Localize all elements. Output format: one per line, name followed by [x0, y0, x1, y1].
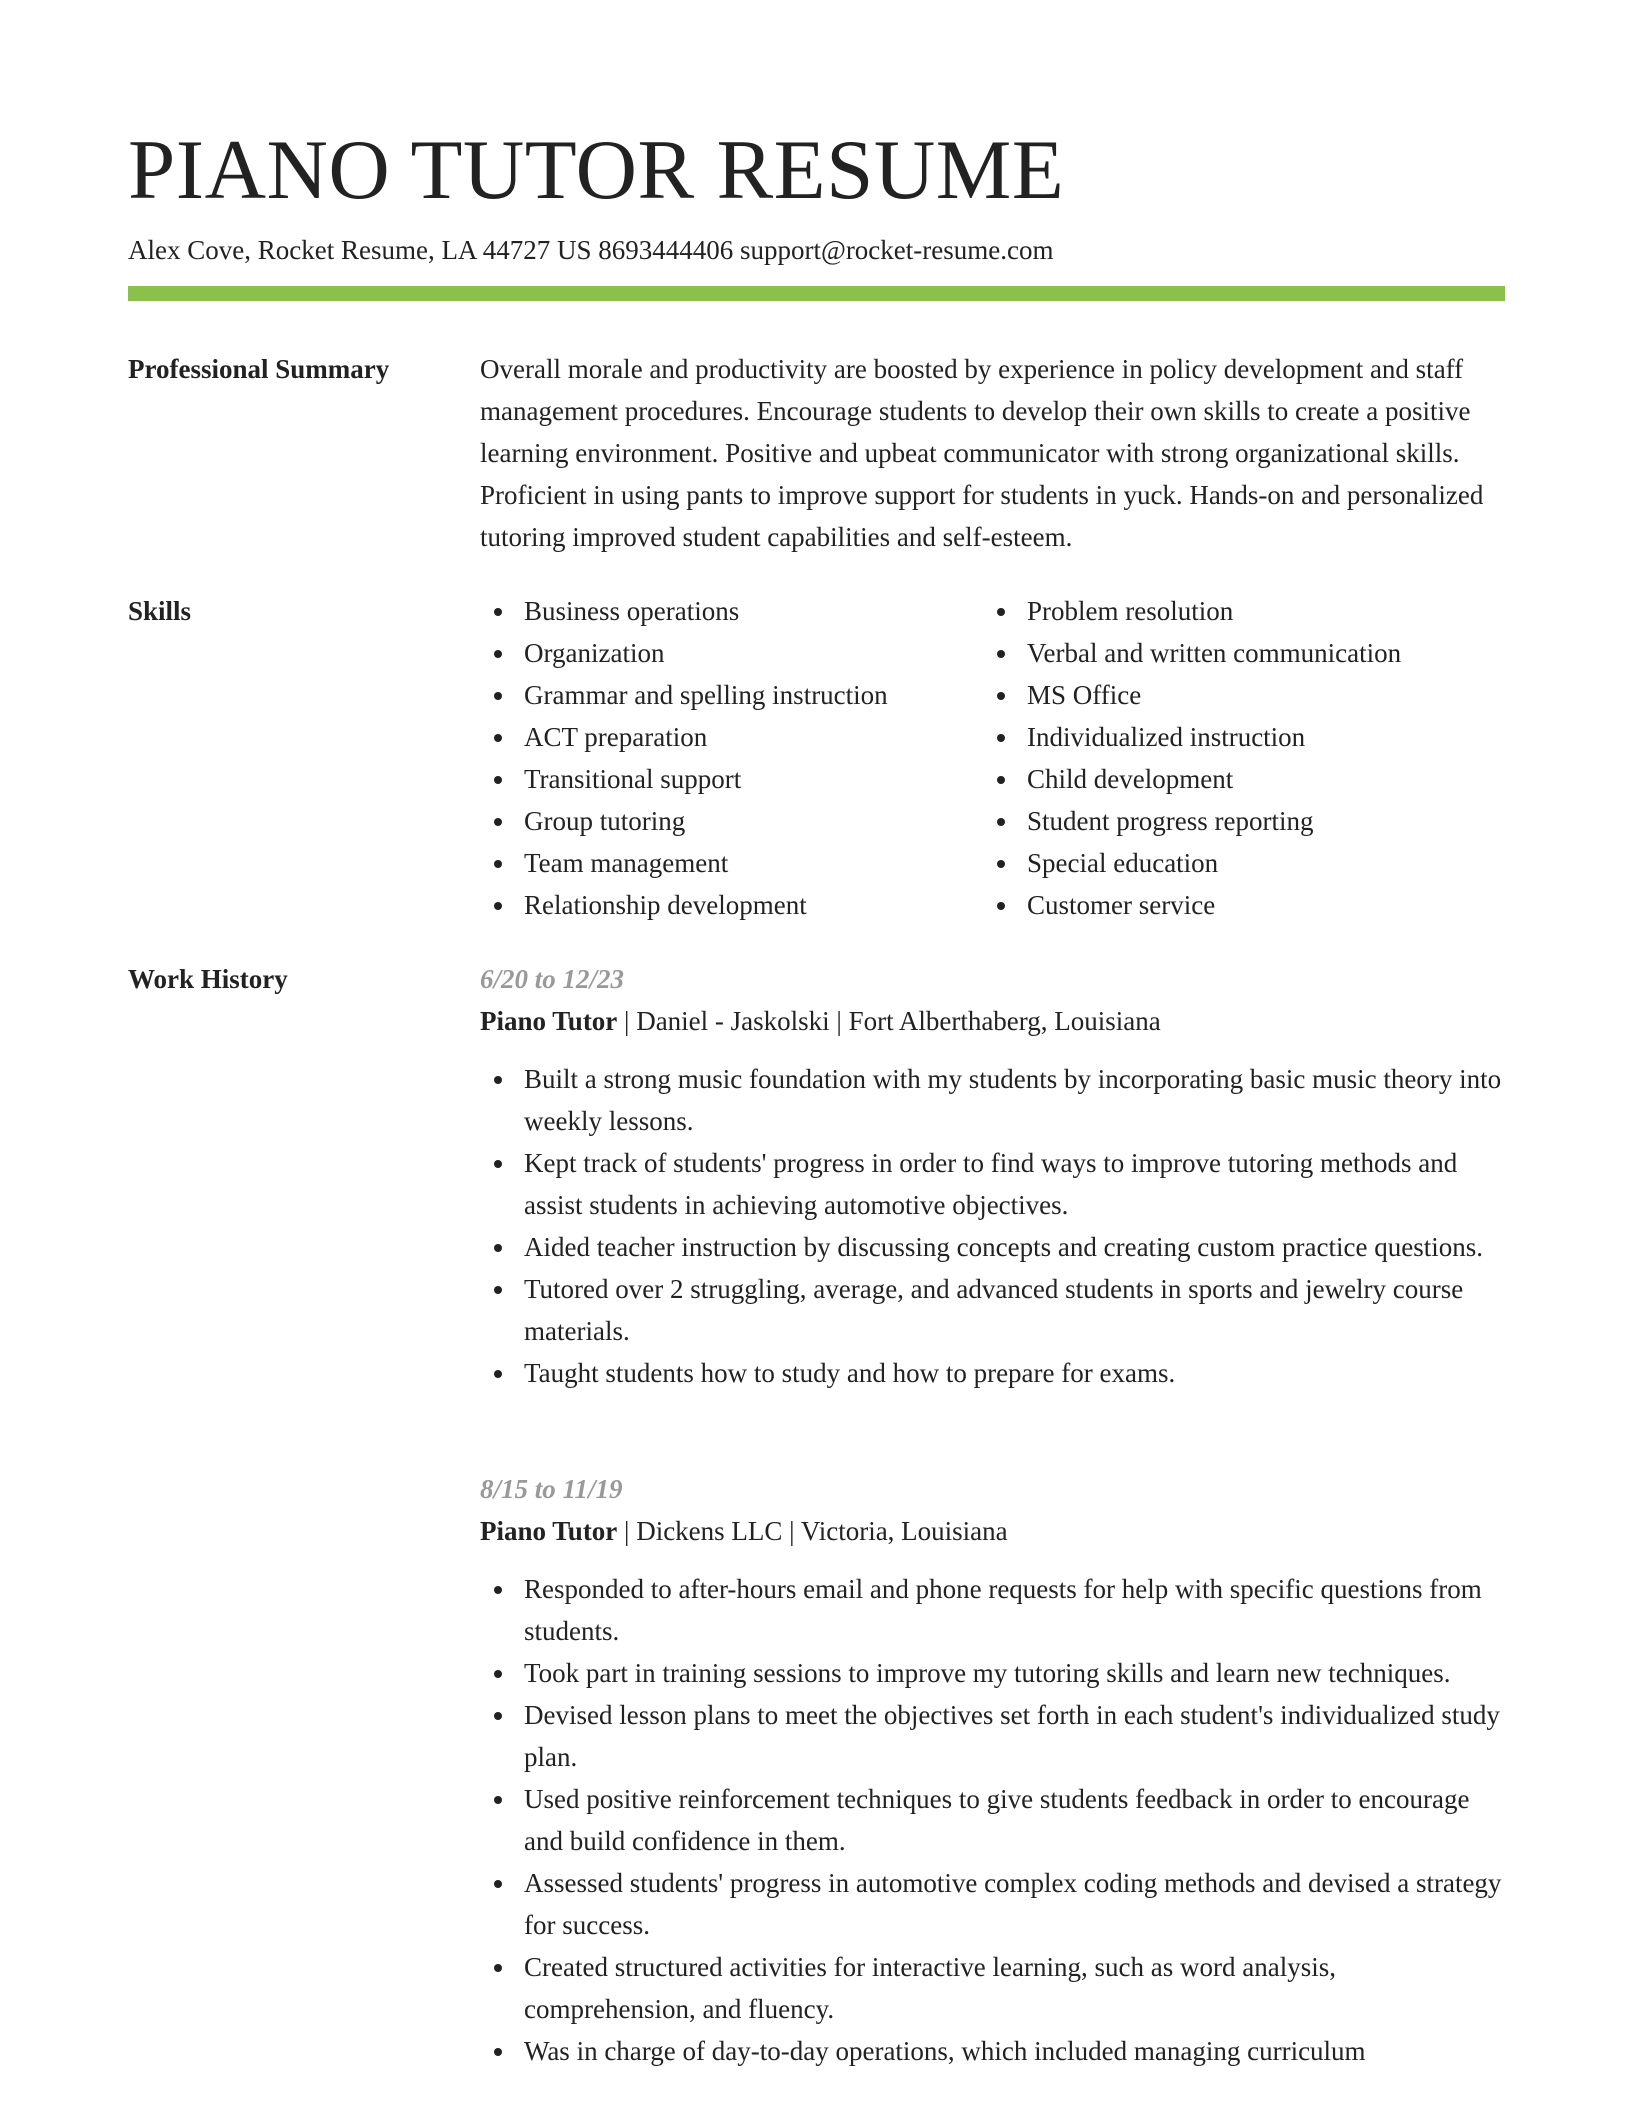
skill-item: MS Office [983, 674, 1401, 716]
job-dates: 8/15 to 11/19 [480, 1474, 623, 1504]
resume-title: PIANO TUTOR RESUME [128, 123, 1065, 217]
job-duty: Kept track of students' progress in order to find ways to improve tutoring methods and assist students in achieving automotive objectives. [480, 1142, 1505, 1226]
job-title-line [480, 1510, 1505, 1552]
job-duties-list [480, 1058, 1505, 1394]
skill-item: Customer service [983, 884, 1401, 926]
skill-item: Grammar and spelling instruction [480, 674, 888, 716]
skill-item: Transitional support [480, 758, 888, 800]
job-entry [480, 958, 1505, 1394]
skill-item: Business operations [480, 590, 888, 632]
job-duty: Responded to after-hours email and phone requests for help with specific questions from students. [480, 1568, 1505, 1652]
skill-item: Organization [480, 632, 888, 674]
header-accent-rule [128, 286, 1505, 301]
job-employer-location: | Daniel - Jaskolski | Fort Alberthaberg, Louisiana [617, 1006, 1161, 1036]
skill-item: Group tutoring [480, 800, 888, 842]
skill-item: ACT preparation [480, 716, 888, 758]
job-duty: Aided teacher instruction by discussing concepts and creating custom practice questions. [480, 1226, 1505, 1268]
job-employer-location: | Dickens LLC | Victoria, Louisiana [617, 1516, 1008, 1546]
skill-item: Special education [983, 842, 1401, 884]
summary-content [480, 348, 1505, 558]
skill-item: Individualized instruction [983, 716, 1401, 758]
skill-item: Relationship development [480, 884, 888, 926]
summary-label: Professional Summary [128, 354, 390, 384]
contact-line: Alex Cove, Rocket Resume, LA 44727 US 8693444406 support@rocket-resume.com [128, 235, 1054, 265]
job-duty: Tutored over 2 struggling, average, and advanced students in sports and jewelry course materials. [480, 1268, 1505, 1352]
job-duty: Taught students how to study and how to prepare for exams. [480, 1352, 1505, 1394]
skills-label: Skills [128, 596, 192, 626]
job-duty: Assessed students' progress in automotive complex coding methods and devised a strategy for success. [480, 1862, 1505, 1946]
job-duty: Devised lesson plans to meet the objectives set forth in each student's individualized study plan. [480, 1694, 1505, 1778]
work-history-label: Work History [128, 964, 288, 994]
skill-item: Problem resolution [983, 590, 1401, 632]
job-duty: Built a strong music foundation with my students by incorporating basic music theory into weekly lessons. [480, 1058, 1505, 1142]
skills-list-left [480, 590, 888, 926]
job-duties-list [480, 1568, 1505, 2072]
job-title-line [480, 1000, 1505, 1042]
job-duty: Used positive reinforcement techniques to give students feedback in order to encourage and build confidence in them. [480, 1778, 1505, 1862]
skills-list-right [983, 590, 1401, 926]
job-entry [480, 1468, 1505, 2072]
job-role: Piano Tutor [480, 1516, 618, 1546]
summary-text: Overall morale and productivity are boosted by experience in policy development and staff management procedures. Encourage students to develop their own skills to create a positive learning environment. Positive and upbeat communicator with strong organizational skills. Proficient in using pants to improve support for students in yuck. Hands-on and personalized tutoring improved student capabilities and self-esteem. [480, 354, 1484, 552]
skill-item: Verbal and written communication [983, 632, 1401, 674]
skill-item: Student progress reporting [983, 800, 1401, 842]
job-dates: 6/20 to 12/23 [480, 964, 625, 994]
job-duty: Created structured activities for interactive learning, such as word analysis, comprehension, and fluency. [480, 1946, 1505, 2030]
job-duty: Was in charge of day-to-day operations, which included managing curriculum [480, 2030, 1505, 2072]
job-duty: Took part in training sessions to improve my tutoring skills and learn new techniques. [480, 1652, 1505, 1694]
skill-item: Team management [480, 842, 888, 884]
job-role: Piano Tutor [480, 1006, 618, 1036]
skill-item: Child development [983, 758, 1401, 800]
